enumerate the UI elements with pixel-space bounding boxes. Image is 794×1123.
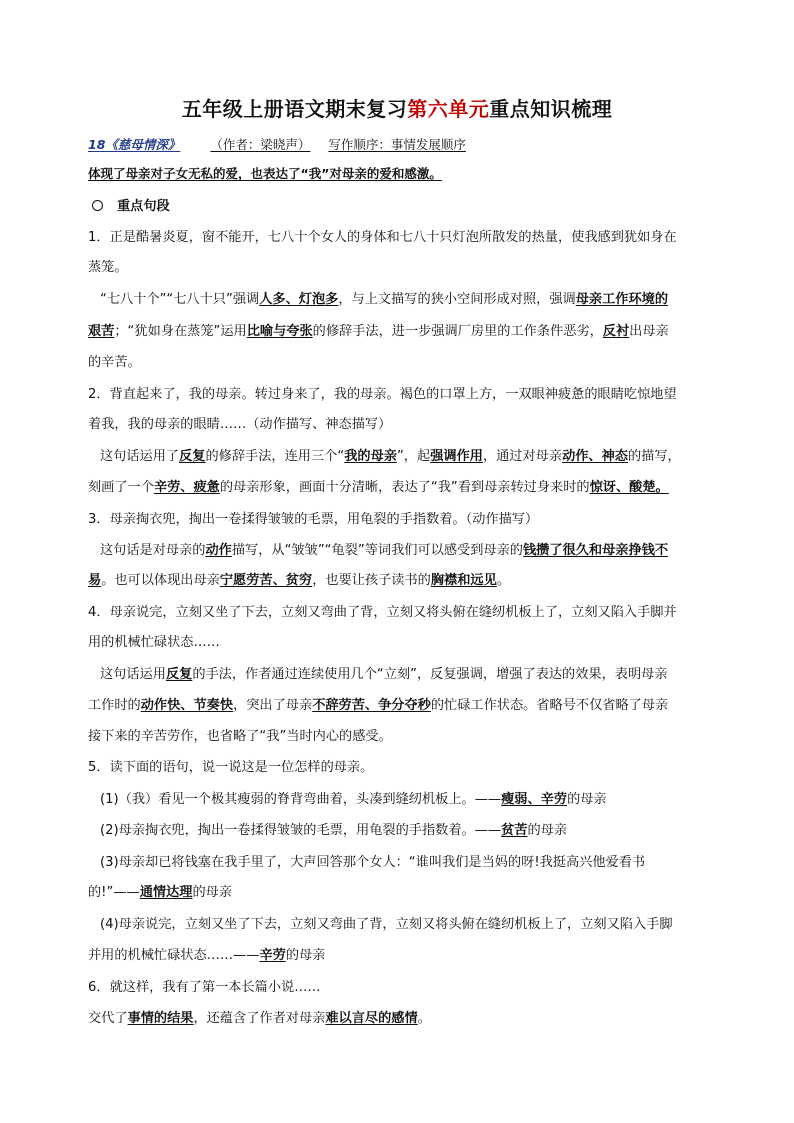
paragraph-line: 接下来的辛苦劳作，也省略了“我”当时内心的感受。: [88, 729, 392, 744]
text-run: 并用的机械忙碌状态……——: [88, 948, 260, 963]
paragraph-line: [100, 542, 720, 560]
text-run: ”，起: [396, 449, 431, 464]
text-run: ，还蕴含了作者对母亲: [193, 1011, 326, 1026]
text-run: ，通过对母亲: [482, 449, 563, 464]
text-run: 的手法，作者通过连续使用几个“立刻”，反复强调，增强了表达的效果，表明母亲: [192, 667, 668, 682]
text-run: “七八十个”“七八十只”强调: [100, 292, 260, 307]
title-unit-highlight: 第六单元: [407, 97, 490, 121]
title-part-1: 五年级上册语文期末复习: [181, 97, 408, 121]
text-run: 交代了: [88, 1011, 128, 1026]
paragraph-line: [88, 572, 708, 590]
emphasis-text: 贫苦: [501, 823, 528, 838]
emphasis-text: 通情达理: [139, 885, 193, 900]
text-run: 的母亲: [192, 885, 232, 900]
paragraph-line: (4)母亲说完，立刻又坐了下去，立刻又弯曲了背，立刻又将头俯在缝纫机板上了，立刻又陷入手脚: [100, 917, 673, 932]
text-run: 。: [417, 1011, 431, 1026]
section-heading: [92, 198, 712, 216]
text-run: 的母亲: [567, 792, 607, 807]
lesson-author: （作者：梁晓声）: [210, 137, 311, 152]
text-run: 的母亲形象，画面十分清晰，表达了“我”看到母亲转过身来时的: [219, 480, 590, 495]
emphasis-text: 动作、神态: [562, 449, 628, 464]
text-run: (1)（我）看见一个极其瘦弱的脊背弯曲着，头凑到缝纫机板上。——: [100, 792, 502, 807]
paragraph-line: [88, 479, 708, 497]
paragraph-line: 3．母亲掏衣兜，掏出一卷揉得皱皱的毛票，用龟裂的手指数着。（动作描写）: [88, 512, 539, 527]
text-run: 这句话是对母亲的: [100, 543, 206, 558]
paragraph-line: [100, 448, 720, 466]
emphasis-text: 强调作用: [430, 449, 483, 464]
emphasis-text: 事情的结果: [127, 1011, 194, 1026]
lesson-title: 18《慈母情深》: [88, 137, 181, 152]
text-run: 。也可以体现出母亲: [101, 573, 220, 588]
emphasis-text: 惊讶、酸楚。: [589, 480, 669, 495]
emphasis-text: 不辞劳苦、争分夺秒: [312, 698, 431, 713]
emphasis-text: 钱攒了很久和母亲挣钱不: [522, 543, 669, 558]
text-run: 的修辞手法，连用三个“: [205, 449, 345, 464]
lesson-header: [88, 136, 708, 154]
text-run: 刻画了一个: [88, 480, 154, 495]
emphasis-text: 动作: [205, 543, 232, 558]
paragraph-line: 用的机械忙碌状态……: [88, 635, 220, 650]
text-run: ，突出了母亲: [233, 698, 313, 713]
text-run: 的!”——: [88, 885, 140, 900]
circle-bullet-icon: [92, 200, 103, 211]
paragraph-line: [88, 323, 708, 341]
section-heading-text: 重点句段: [117, 199, 170, 214]
text-run: 工作时的: [88, 698, 141, 713]
text-run: 的修辞手法，进一步强调厂房里的工作条件恶劣，: [312, 324, 603, 339]
text-run: ；“犹如身在蒸笼”运用: [114, 324, 247, 339]
paragraph-line: 2．背直起来了，我的母亲。转过身来了，我的母亲。褐色的口罩上方，一双眼神疲惫的眼睛吃惊地望: [88, 387, 677, 402]
paragraph-line: 1．正是酷暑炎夏，窗不能开，七八十个女人的身体和七八十只灯泡所散发的热量，使我感到犹如身在: [88, 230, 677, 245]
emphasis-text: 动作快、节奏快: [140, 698, 234, 713]
emphasis-text: 艰苦: [88, 324, 115, 339]
paragraph-line: 的辛苦。: [88, 355, 141, 370]
text-run: 的描写，: [628, 449, 681, 464]
paragraph-line: [100, 291, 720, 309]
title-part-3: 重点知识梳理: [489, 97, 613, 121]
emphasis-text: 辛劳、疲惫: [153, 480, 220, 495]
text-run: 这句话运用: [100, 667, 166, 682]
lesson-writing-order: 写作顺序：事情发展顺序: [328, 137, 466, 152]
emphasis-text: 宁愿劳苦、贫穷: [219, 573, 313, 588]
text-run: 的母亲: [527, 823, 568, 838]
emphasis-text: 瘦弱、辛劳: [501, 792, 568, 807]
emphasis-text: 反衬: [602, 324, 630, 339]
text-run: ，与上文描写的狭小空间形成对照，强调: [338, 292, 576, 307]
paragraph-line: [100, 791, 720, 809]
paragraph-line: [100, 822, 720, 840]
paragraph-line: [88, 1010, 708, 1028]
text-run: 。: [496, 573, 510, 588]
paragraph-line: 6．就这样，我有了第一本长篇小说……: [88, 980, 321, 995]
emphasis-text: 胸襟和远见: [430, 573, 497, 588]
text-run: 的母亲: [285, 948, 326, 963]
emphasis-text: 反复: [165, 667, 193, 682]
emphasis-text: 反复: [179, 449, 206, 464]
emphasis-text: 辛劳: [259, 948, 286, 963]
paragraph-line: 蒸笼。: [88, 260, 128, 275]
paragraph-line: [88, 947, 708, 965]
emphasis-text: 人多、灯泡多: [259, 292, 339, 307]
emphasis-text: 易: [88, 573, 102, 588]
page-title: [0, 93, 794, 122]
text-run: 的忙碌工作状态。省略号不仅省略了母亲: [430, 698, 669, 713]
emphasis-text: 我的母亲: [344, 449, 397, 464]
emphasis-text: 比喻与夸张: [246, 324, 313, 339]
text-run: ，也要让孩子读书的: [312, 573, 431, 588]
emphasis-text: 难以言尽的感情: [325, 1011, 418, 1026]
text-run: 这句话运用了: [100, 449, 180, 464]
emphasis-text: 母亲工作环境的: [575, 292, 669, 307]
paragraph-line: [88, 697, 708, 715]
paragraph-line: [100, 666, 720, 684]
text-run: (2)母亲掏衣兜，掏出一卷揉得皱皱的毛票，用龟裂的手指数着。——: [100, 823, 502, 838]
lesson-theme: 体现了母亲对子女无私的爱，也表达了“我”对母亲的爱和感激。: [88, 166, 442, 181]
paragraph-line: 4．母亲说完，立刻又坐了下去，立刻又弯曲了背，立刻又将头俯在缝纫机板上了，立刻又陷入手脚并: [88, 605, 677, 620]
paragraph-line: 5．读下面的语句，说一说这是一位怎样的母亲。: [88, 760, 374, 775]
paragraph-line: (3)母亲却已将钱塞在我手里了，大声回答那个女人：“谁叫我们是当妈的呀!我挺高兴他爱看书: [100, 855, 646, 870]
text-run: 出母亲: [629, 324, 669, 339]
paragraph-line: 着我，我的母亲的眼睛……（动作描写、神态描写）: [88, 417, 392, 432]
text-run: 描写，从“皱皱”“龟裂”等词我们可以感受到母亲的: [231, 543, 523, 558]
paragraph-line: [88, 884, 708, 902]
